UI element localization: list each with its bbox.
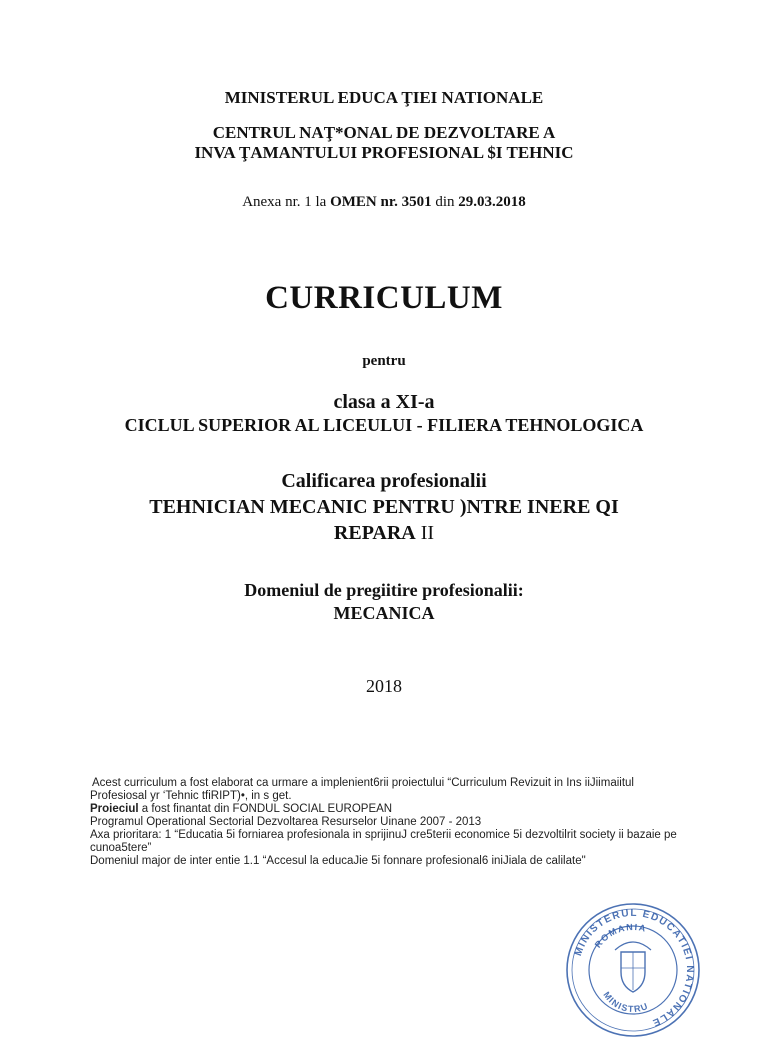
qualification-label: Calificarea profesionalii [281, 470, 487, 492]
annex-date: 29.03.2018 [458, 194, 526, 210]
center-heading-line2: INVA ŢAMANTULUI PROFESIONAL $I TEHNIC [194, 143, 574, 162]
seal-top-text: ROMANIA [592, 921, 649, 950]
seal-inner-text: MINISTRU [601, 989, 651, 1015]
qualification-line2-normal: II [415, 522, 435, 544]
annex-middle: din [431, 194, 459, 210]
qualification-line2 [0, 522, 768, 545]
footnote-line3 [90, 803, 710, 816]
annex-omen: OMEN nr. 3501 [330, 194, 432, 210]
footnote-line7: Domeniul major de inter entie 1.1 “Accesul la educaJie 5i fonnare profesional6 iniJiala de calilate" [90, 855, 586, 867]
footnote-line4: Programul Operational Sectorial Dezvoltarea Resurselor Uinane 2007 - 2013 [90, 816, 482, 828]
domain-label: Domeniul de pregiitire profesionalii: [244, 580, 524, 600]
annex-reference [0, 194, 768, 211]
annex-prefix: Anexa nr. 1 la [242, 194, 331, 210]
footnote-line1: Acest curriculum a fost elaborat ca urmare a implenient6rii proiectului “Curriculum Revizuit in Ins iiJiimaiitul [92, 777, 634, 789]
class-name: clasa a XI-a [333, 391, 435, 413]
coat-of-arms-eagle-wings-icon [615, 942, 651, 950]
for-label: pentru [362, 353, 406, 369]
ministry-heading: MINISTERUL EDUCA ŢIEI NATIONALE [224, 88, 544, 107]
cycle-name: CICLUL SUPERIOR AL LICEULUI - FILIERA TEHNOLOGICA [124, 415, 644, 435]
footnote-line6: cunoa5tere” [90, 842, 152, 854]
qualification-line2-bold: REPARA [333, 522, 416, 544]
footnote-line2: Profesiosal yr ‘Tehnic tfiRIPT)•, in s get. [90, 790, 292, 802]
document-year: 2018 [366, 676, 402, 696]
seal-ring-text: MINISTERUL EDUCATIEI NATIONALE [572, 907, 696, 1029]
footnote-line3-bold: Proieciul [90, 803, 139, 815]
document-title: CURRICULUM [265, 280, 503, 316]
ministry-seal-stamp [563, 900, 703, 1040]
center-heading-line1: CENTRUL NAŢ*ONAL DE DEZVOLTARE A [212, 123, 556, 142]
domain-value: MECANICA [333, 603, 435, 623]
footnote-line5: Axa prioritara: 1 “Educatia 5i forniarea profesionala in sprijinuJ cre5terii economice 5i dezvoltilrit society ii bazaie pe [90, 829, 677, 841]
footnote-line3-rest: a fost finantat din FONDUL SOCIAL EUROPEAN [138, 803, 393, 815]
qualification-line1: TEHNICIAN MECANIC PENTRU )NTRE INERE QI [149, 496, 619, 518]
funding-footnote [90, 777, 710, 868]
